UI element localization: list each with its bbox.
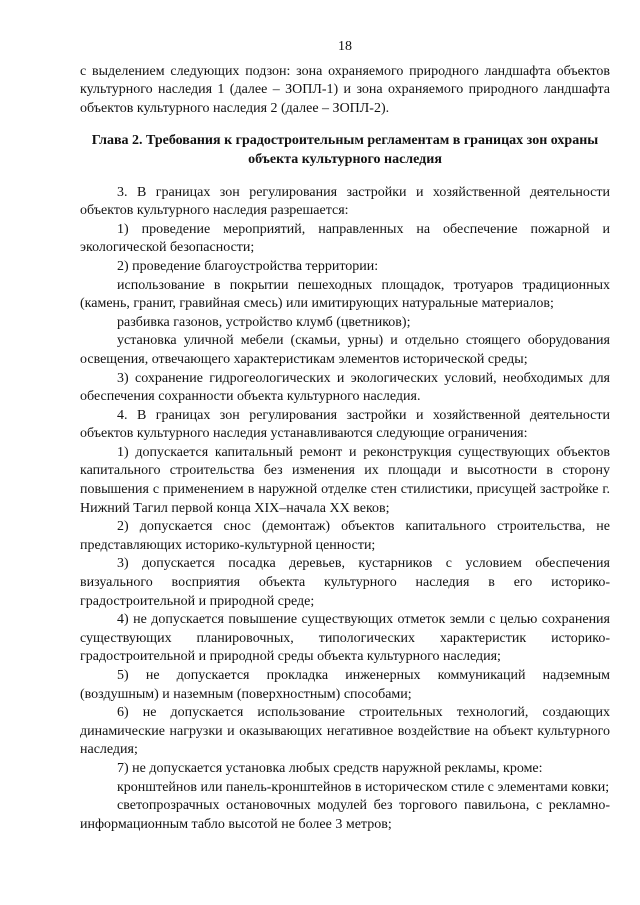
- document-page: [80, 38, 610, 834]
- paragraph-4-item-4: 4) не допускается повышение существующих отметок земли с целью сохранения существующих планировочных, типологических характеристик историко-градостроительной и природной среды объекта культурного наследия;: [80, 612, 610, 665]
- intro-paragraph: с выделением следующих подзон: зона охраняемого природного ландшафта объектов культурного наследия 1 (далее – ЗОПЛ-1) и зона охраняемого природного ландшафта объектов культурного наследия 2 (далее – ЗОПЛ-2).: [80, 63, 610, 116]
- paragraph-4-item-7-b: светопрозрачных остановочных модулей без торгового павильона, с рекламно-информационным табло высотой не более 3 метров;: [80, 798, 610, 832]
- paragraph-3-item-3: 3) сохранение гидрогеологических и экологических условий, необходимых для обеспечения сохранности объекта культурного наследия.: [80, 370, 610, 405]
- paragraph-4-item-5: 5) не допускается прокладка инженерных коммуникаций надземным (воздушным) и наземным (поверхностным) способами;: [80, 668, 610, 702]
- paragraph-4-item-7-a: кронштейнов или панель-кронштейнов в историческом стиле с элементами ковки;: [117, 779, 610, 795]
- paragraph-3-item-2-c: установка уличной мебели (скамьи, урны) и отдельно стоящего оборудования освещения, отвечающего характеристикам элементов исторической среды;: [80, 333, 610, 367]
- paragraph-3-item-2-b: разбивка газонов, устройство клумб (цветников);: [117, 314, 411, 330]
- paragraph-3: 3. В границах зон регулирования застройки и хозяйственной деятельности объектов культурного наследия разрешается:: [80, 184, 610, 219]
- paragraph-3-item-2-a: использование в покрытии пешеходных площадок, тротуаров традиционных (камень, гранит, гравийная смесь) или имитирующих натуральные материалов;: [80, 277, 610, 312]
- page-number: 18: [338, 39, 352, 54]
- paragraph-4-item-6: 6) не допускается использование строительных технологий, создающих динамические нагрузки и оказывающих негативное воздействие на объект культурного наследия;: [80, 705, 610, 758]
- paragraph-4: 4. В границах зон регулирования застройки и хозяйственной деятельности объектов культурного наследия устанавливаются следующие ограничения:: [80, 407, 610, 442]
- chapter-heading: Глава 2. Требования к градостроительным регламентам в границах зон охраны объекта культурного наследия: [91, 133, 599, 167]
- paragraph-4-item-1: 1) допускается капитальный ремонт и реконструкция существующих объектов капитального строительства без изменения их площади и высотности в сторону повышения с применением в наружной отделке стен стилистики, присущей застройке г. Нижний Тагил первой конца XIX–начала XX веков;: [80, 444, 610, 516]
- paragraph-3-item-1: 1) проведение мероприятий, направленных на обеспечение пожарной и экологической безопасности;: [80, 221, 610, 256]
- paragraph-3-item-2: 2) проведение благоустройства территории:: [117, 258, 379, 274]
- paragraph-4-item-3: 3) допускается посадка деревьев, кустарников с условием обеспечения визуального восприятия объекта культурного наследия в его историко-градостроительной и природной среде;: [80, 556, 610, 609]
- paragraph-4-item-2: 2) допускается снос (демонтаж) объектов капитального строительства, не представляющих историко-культурной ценности;: [80, 519, 610, 553]
- paragraph-4-item-7: 7) не допускается установка любых средств наружной рекламы, кроме:: [117, 760, 543, 776]
